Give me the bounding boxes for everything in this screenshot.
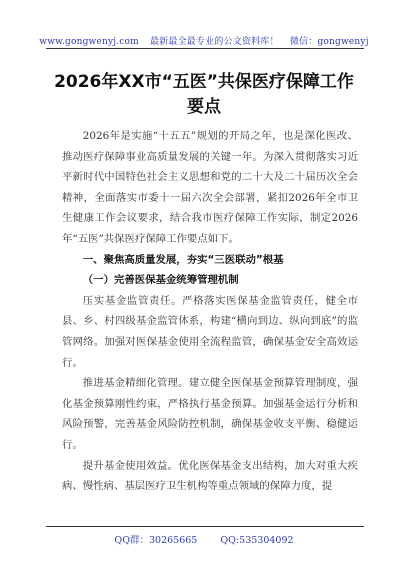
paragraph-fund-supervision: 压实基金监管责任。严格落实医保基金监管责任，健全市县、乡、村四级基金监管体系，构建“横向到边、纵向到底”的监管网络。加强对医保基金使用全流程监管，确保基金安全高效运行。 <box>62 294 358 369</box>
paragraph-fund-efficiency: 提升基金使用效益。优化医保基金支出结构，加大对重大疾病、慢性病、基层医疗卫生机构等重点领域的保障力度，提 <box>62 459 358 493</box>
intro-paragraph: 2026年是实施“十五五”规划的开局之年，也是深化医改、推动医疗保障事业高质量发展的关键一年。为深入贯彻落实习近平新时代中国特色社会主义思想和党的二十大及二十届历次全会精神，全面落实市委十一届六次全会部署，紧扣2026年全市卫生健康工作会议要求，结合我市医疗保障工作实际，制定2026年“五医”共保医疗保障工作要点如下。 <box>62 130 358 245</box>
page-footer <box>0 532 408 546</box>
title-line-2: 要点 <box>187 97 221 117</box>
footer-divider <box>46 526 364 527</box>
header-wechat: 微信：gongwenyj <box>289 37 369 47</box>
title-line-1: 2026年XX市“五医”共保医疗保障工作 <box>54 72 354 92</box>
header-site-link[interactable]: www.gongwenyj.com <box>39 37 139 47</box>
footer-qq-contact: QQ:535304092 <box>220 535 294 546</box>
header-slogan: 最新最全最专业的公文资料库！ <box>149 37 279 47</box>
section-heading-1: 一、聚焦高质量发展，夯实“三医联动”根基 <box>82 253 284 266</box>
page-header <box>0 34 408 47</box>
paragraph-fund-management: 推进基金精细化管理。建立健全医保基金预算管理制度，强化基金预算刚性约束，严格执行基金预算。加强基金运行分析和风险预警，完善基金风险防控机制，确保基金收支平衡、稳健运行。 <box>62 377 358 451</box>
document-title <box>36 70 372 120</box>
subsection-heading-1: （一）完善医保基金统筹管理机制 <box>82 274 239 287</box>
footer-qq-group: QQ群：30265665 <box>114 535 198 546</box>
document-body <box>62 126 358 497</box>
header-divider <box>46 48 364 49</box>
